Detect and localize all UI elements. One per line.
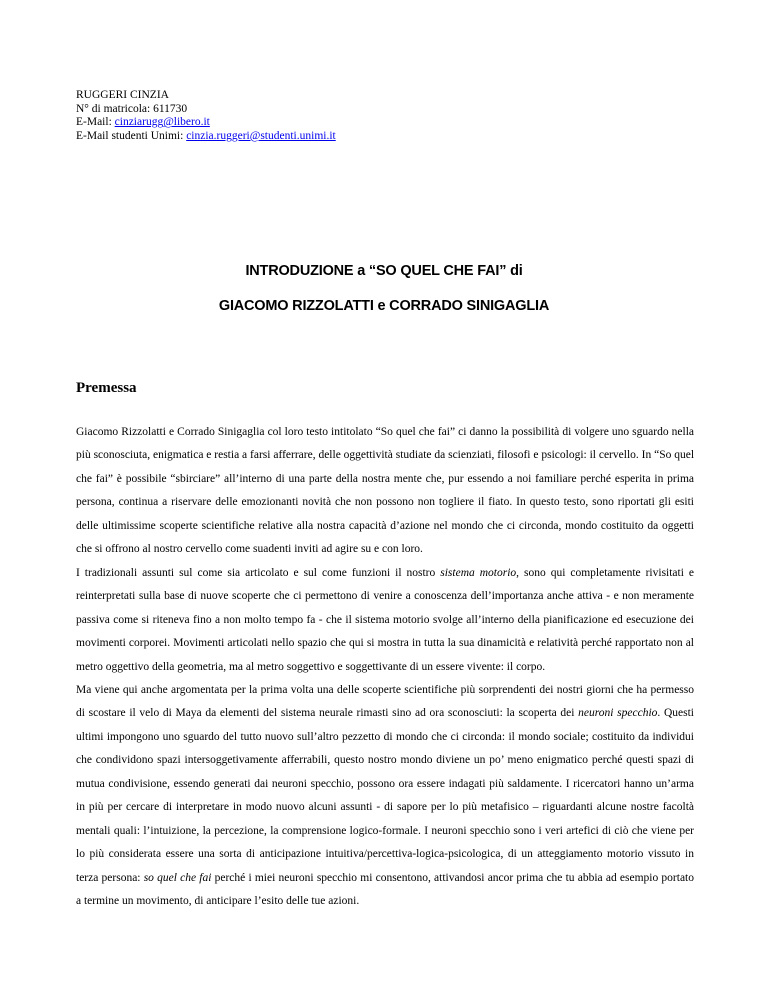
paragraph-2 bbox=[76, 562, 694, 679]
paragraph-3-text-a: Ma viene qui anche argomentata per la prima volta una delle scoperte scientifiche più sorprendenti dei nostri giorni che ha permesso di scostare il velo di Maya da elementi del sistema neurale rimasti sino ad ora sconosciuti: la scoperta dei bbox=[76, 683, 694, 720]
author-name: RUGGERI CINZIA bbox=[76, 89, 169, 101]
paragraph-3-text-c: perché i miei neuroni specchio mi consentono, attivandosi ancor prima che tu abbia ad esempio portato a termine un movimento, di anticipare l’esito delle tue azioni. bbox=[76, 871, 695, 908]
paragraph-3 bbox=[76, 679, 694, 914]
emphasis-so-quel-che-fai: so quel che fai bbox=[143, 871, 212, 884]
author-header bbox=[76, 89, 336, 143]
student-email-label: E-Mail studenti Unimi: bbox=[76, 129, 187, 142]
document-title-line-2: GIACOMO RIZZOLATTI e CORRADO SINIGAGLIA bbox=[218, 298, 550, 314]
email-label: E-Mail: bbox=[76, 116, 115, 129]
student-email-link[interactable]: cinzia.ruggeri@studenti.unimi.it bbox=[186, 129, 336, 142]
document-title-line-1: INTRODUZIONE a “SO QUEL CHE FAI” di bbox=[245, 263, 523, 279]
email-line bbox=[76, 116, 336, 130]
emphasis-neuroni-specchio: neuroni specchio bbox=[578, 707, 658, 720]
paragraph-2-text-a: I tradizionali assunti sul come sia articolato e sul come funzioni il nostro bbox=[76, 566, 441, 579]
student-email-line bbox=[76, 130, 336, 144]
email-link[interactable]: cinziarugg@libero.it bbox=[114, 116, 210, 129]
paragraph-1: Giacomo Rizzolatti e Corrado Sinigaglia col loro testo intitolato “So quel che fai” ci danno la possibilità di volgere uno sguardo nella più sconosciuta, enigmatica e restia a farsi afferrare, delle oggettività studiate da scienziati, filosofi e psicologi: il cervello. In “So quel che fai” è possibile “sbirciare” all’interno di una parte della nostra mente che, pur essendo a noi familiare perché esperita in prima persona, continua a riservare delle emozionanti novità che non possono non togliere il fiato. In questo testo, sono riportati gli esiti delle ultimissime scoperte scientifiche relative alla nostra capacità d’azione nel mondo che ci circonda, mondo costituito da oggetti che si offrono al nostro cervello come suadenti inviti ad agire su e con loro. bbox=[76, 426, 695, 556]
paragraph-3-text-b: . Questi ultimi impongono uno sguardo del tutto nuovo sull’altro pezzetto di mondo che ci circonda: il mondo sociale; costituito da individui che condividono spazi intersoggetivamente afferrabili, questo nostro mondo diviene un po’ meno enigmatico perché questi spazi di mutua condivisione, essendo generati dai neuroni specchio, possono ora essere indagati più saldamente. I ricercatori hanno un’arma in più per cercare di interpretare in modo nuovo alcuni assunti - di sapore per lo più metafisico – riguardanti alcune nostre facoltà mentali quali: l’intuizione, la percezione, la comprensione logico-formale. I neuroni specchio sono i veri artefici di ciò che viene per lo più considerata essere una sorta di anticipazione intuitiva/percettiva-logica-psicologica, di un atteggiamento motorio vissuto in terza persona: bbox=[76, 707, 694, 884]
paragraph-2-text-b: , sono qui completamente rivisitati e reinterpretati sulla base di nuove scoperte che ci permettono di venire a conoscenza dell’importanza anche attiva - e non meramente passiva come si riteneva fino a non molto tempo fa - che il sistema motorio svolge all’interno della pianificazione ed esecuzione dei movimenti corporei. Movimenti articolati nello spazio che qui si mostra in tutta la sua dinamicità e relatività perché rapportato non al metro oggettivo della geometria, ma al metro soggettivo e soggettivante di un essere vivente: il corpo. bbox=[76, 566, 695, 673]
student-id: N° di matricola: 611730 bbox=[76, 102, 188, 115]
body-text bbox=[76, 421, 694, 914]
emphasis-sistema-motorio: sistema motorio bbox=[440, 566, 517, 579]
section-heading-premessa: Premessa bbox=[76, 380, 137, 396]
